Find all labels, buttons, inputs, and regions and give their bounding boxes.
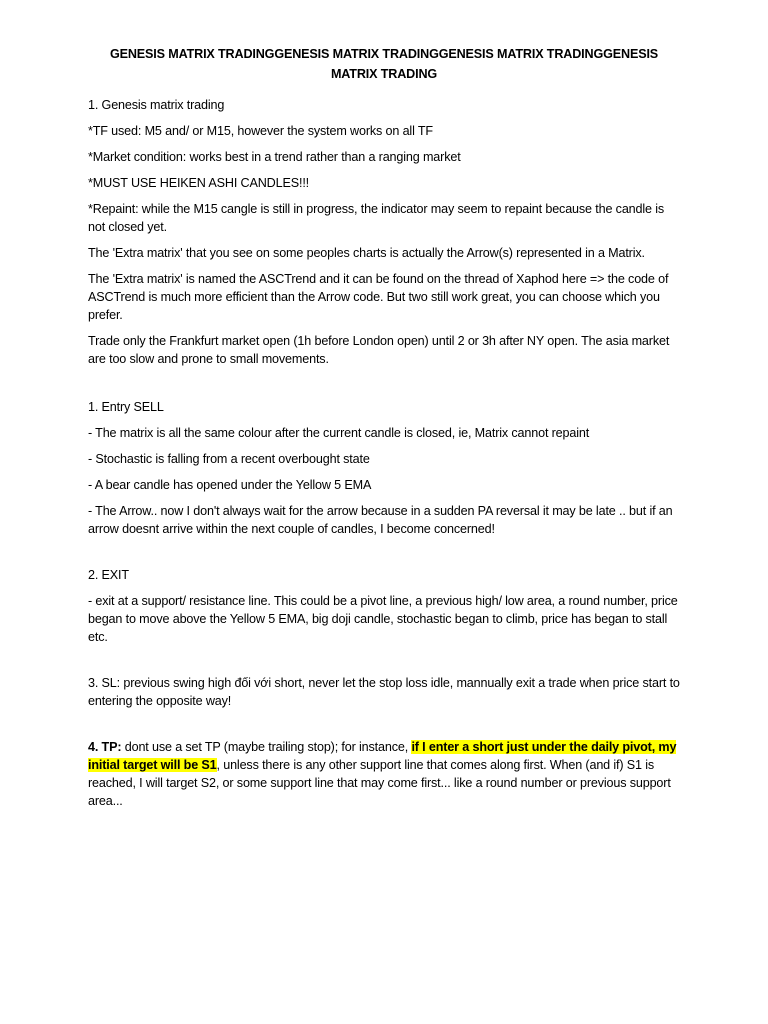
stop-loss-text: 3. SL: previous swing high đối với short, never let the stop loss idle, mannually exit a trade when price start to entering the opposite way!	[88, 676, 680, 708]
exit-heading: 2. EXIT	[88, 568, 129, 582]
intro-line-1: 1. Genesis matrix trading	[88, 98, 225, 112]
intro-line-heiken-ashi: *MUST USE HEIKEN ASHI CANDLES!!!	[88, 176, 310, 190]
intro-line-trade-hours: Trade only the Frankfurt market open (1h before London open) until 2 or 3h after NY open. The asia market are too slow and prone to small movements.	[88, 334, 670, 366]
take-profit-text-after: , unless there is any other support line that comes along first. When (and if) S1 is reached, I will target S2, or some support line that may come first... like a round number or previous support area...	[88, 758, 671, 808]
intro-line-tf: *TF used: M5 and/ or M15, however the system works on all TF	[88, 124, 433, 138]
take-profit-label: 4. TP:	[88, 740, 122, 754]
intro-line-market-condition: *Market condition: works best in a trend rather than a ranging market	[88, 150, 461, 164]
take-profit-paragraph	[88, 738, 680, 810]
take-profit-highlight: if I enter a short just under the daily pivot, my initial target will be S1	[88, 740, 677, 772]
document-title: GENESIS MATRIX TRADINGGENESIS MATRIX TRADINGGENESIS MATRIX TRADINGGENESIS MATRIX TRADING	[109, 47, 659, 81]
entry-item: - A bear candle has opened under the Yellow 5 EMA	[88, 478, 372, 492]
intro-line-extra-matrix: The 'Extra matrix' that you see on some peoples charts is actually the Arrow(s) represented in a Matrix.	[88, 246, 645, 260]
intro-line-asctrend: The 'Extra matrix' is named the ASCTrend and it can be found on the thread of Xaphod here => the code of ASCTrend is much more efficient than the Arrow code. But two still work great, you can choose which you prefer.	[88, 272, 669, 322]
exit-text: - exit at a support/ resistance line. This could be a pivot line, a previous high/ low area, a round number, price began to move above the Yellow 5 EMA, big doji candle, stochastic began to climb, price has began to stall etc.	[88, 594, 678, 644]
intro-line-repaint: *Repaint: while the M15 cangle is still in progress, the indicator may seem to repaint because the candle is not closed yet.	[88, 202, 665, 234]
entry-item: - The matrix is all the same colour after the current candle is closed, ie, Matrix cannot repaint	[88, 426, 590, 440]
take-profit-text-before: dont use a set TP (maybe trailing stop); for instance,	[121, 740, 412, 754]
entry-item: - The Arrow.. now I don't always wait for the arrow because in a sudden PA reversal it may be late .. but if an arrow doesnt arrive within the next couple of candles, I become concerned!	[88, 504, 673, 536]
entry-heading: 1. Entry SELL	[88, 400, 164, 414]
entry-item: - Stochastic is falling from a recent overbought state	[88, 452, 370, 466]
